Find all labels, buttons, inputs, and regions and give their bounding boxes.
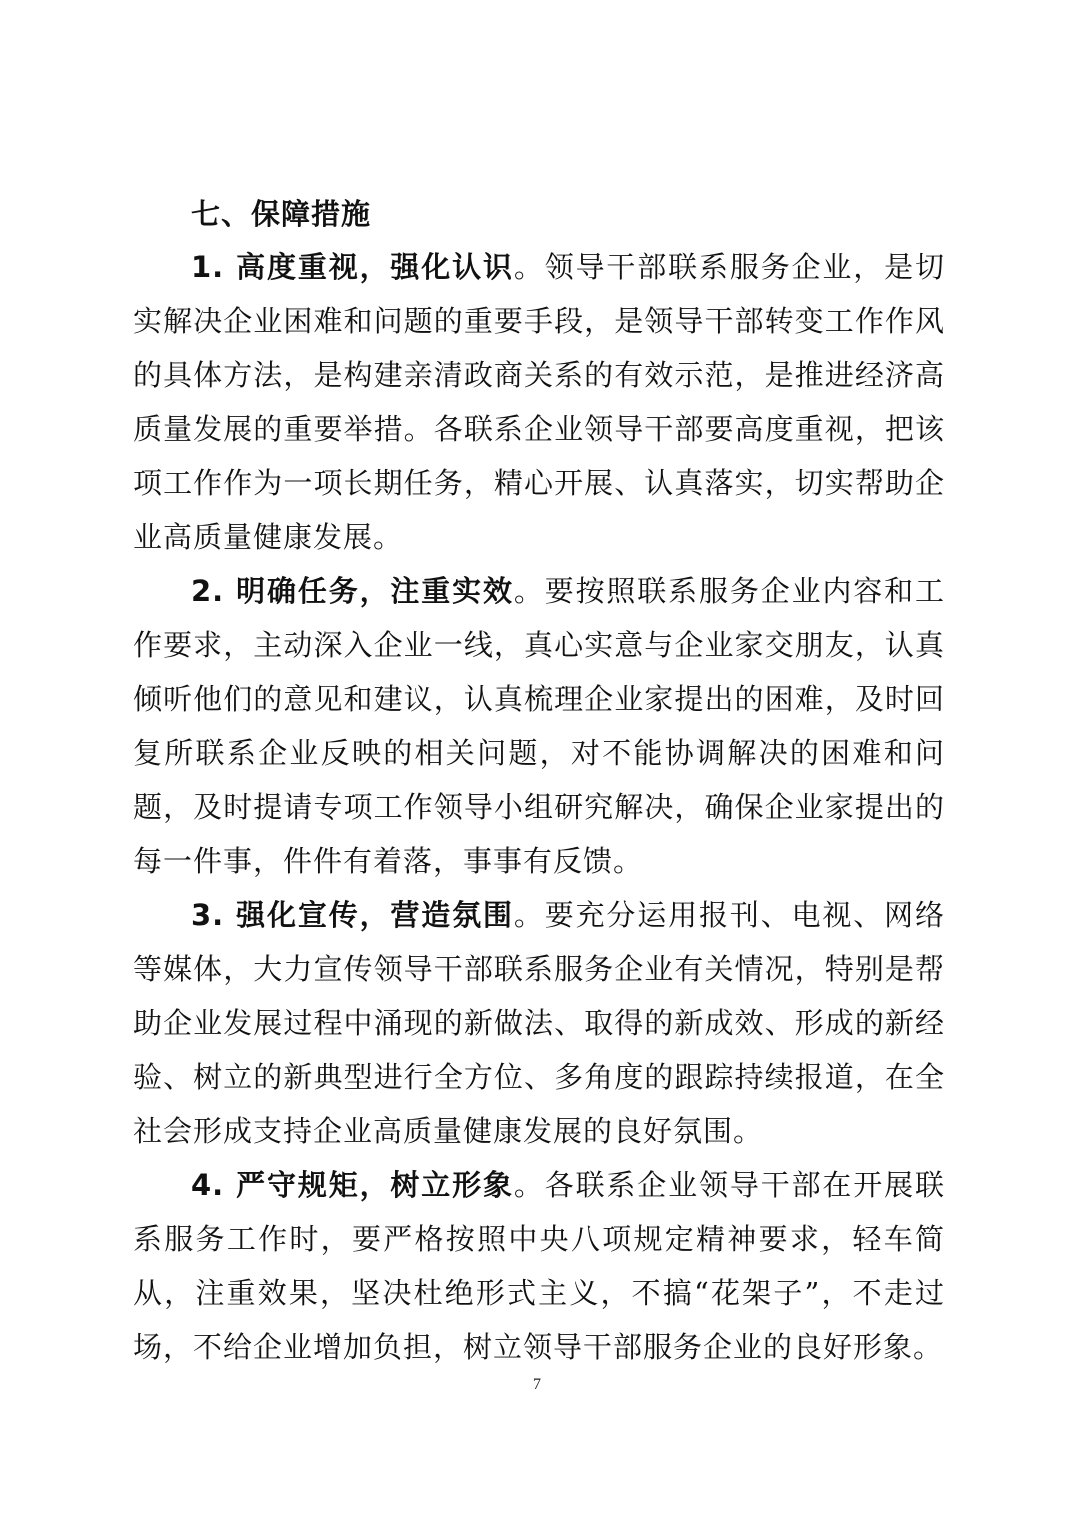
- page-number: 7: [533, 1376, 541, 1393]
- document-body: [133, 188, 945, 1374]
- measure-paragraph-2: [133, 564, 945, 888]
- measure-text-2: 。要按照联系服务企业内容和工作要求，主动深入企业一线，真心实意与企业家交朋友，认真倾听他们的意见和建议，认真梳理企业家提出的困难，及时回复所联系企业反映的相关问题，对不能协调解决的困难和问题，及时提请专项工作领导小组研究解决，确保企业家提出的每一件事，件件有着落，事事有反馈。: [133, 574, 945, 878]
- section-heading: 七、保障措施: [191, 197, 372, 231]
- measure-title-1: 1. 高度重视，强化认识: [191, 250, 514, 284]
- measure-paragraph-3: [133, 888, 945, 1158]
- measure-paragraph-4: [133, 1158, 945, 1374]
- measure-title-4: 4. 严守规矩，树立形象: [191, 1168, 514, 1202]
- measure-paragraph-1: [133, 240, 945, 564]
- measure-title-2: 2. 明确任务，注重实效: [191, 574, 514, 608]
- measure-text-3: 。要充分运用报刊、电视、网络等媒体，大力宣传领导干部联系服务企业有关情况，特别是帮助企业发展过程中涌现的新做法、取得的新成效、形成的新经验、树立的新典型进行全方位、多角度的跟踪持续报道，在全社会形成支持企业高质量健康发展的良好氛围。: [133, 898, 945, 1148]
- measure-text-4: 。各联系企业领导干部在开展联系服务工作时，要严格按照中央八项规定精神要求，轻车简从，注重效果，坚决杜绝形式主义，不搞“花架子”，不走过场，不给企业增加负担，树立领导干部服务企业的良好形象。: [133, 1168, 945, 1364]
- measure-title-3: 3. 强化宣传，营造氛围: [191, 898, 514, 932]
- measure-text-1: 。领导干部联系服务企业，是切实解决企业困难和问题的重要手段，是领导干部转变工作作风的具体方法，是构建亲清政商关系的有效示范，是推进经济高质量发展的重要举措。各联系企业领导干部要高度重视，把该项工作作为一项长期任务，精心开展、认真落实，切实帮助企业高质量健康发展。: [133, 250, 945, 554]
